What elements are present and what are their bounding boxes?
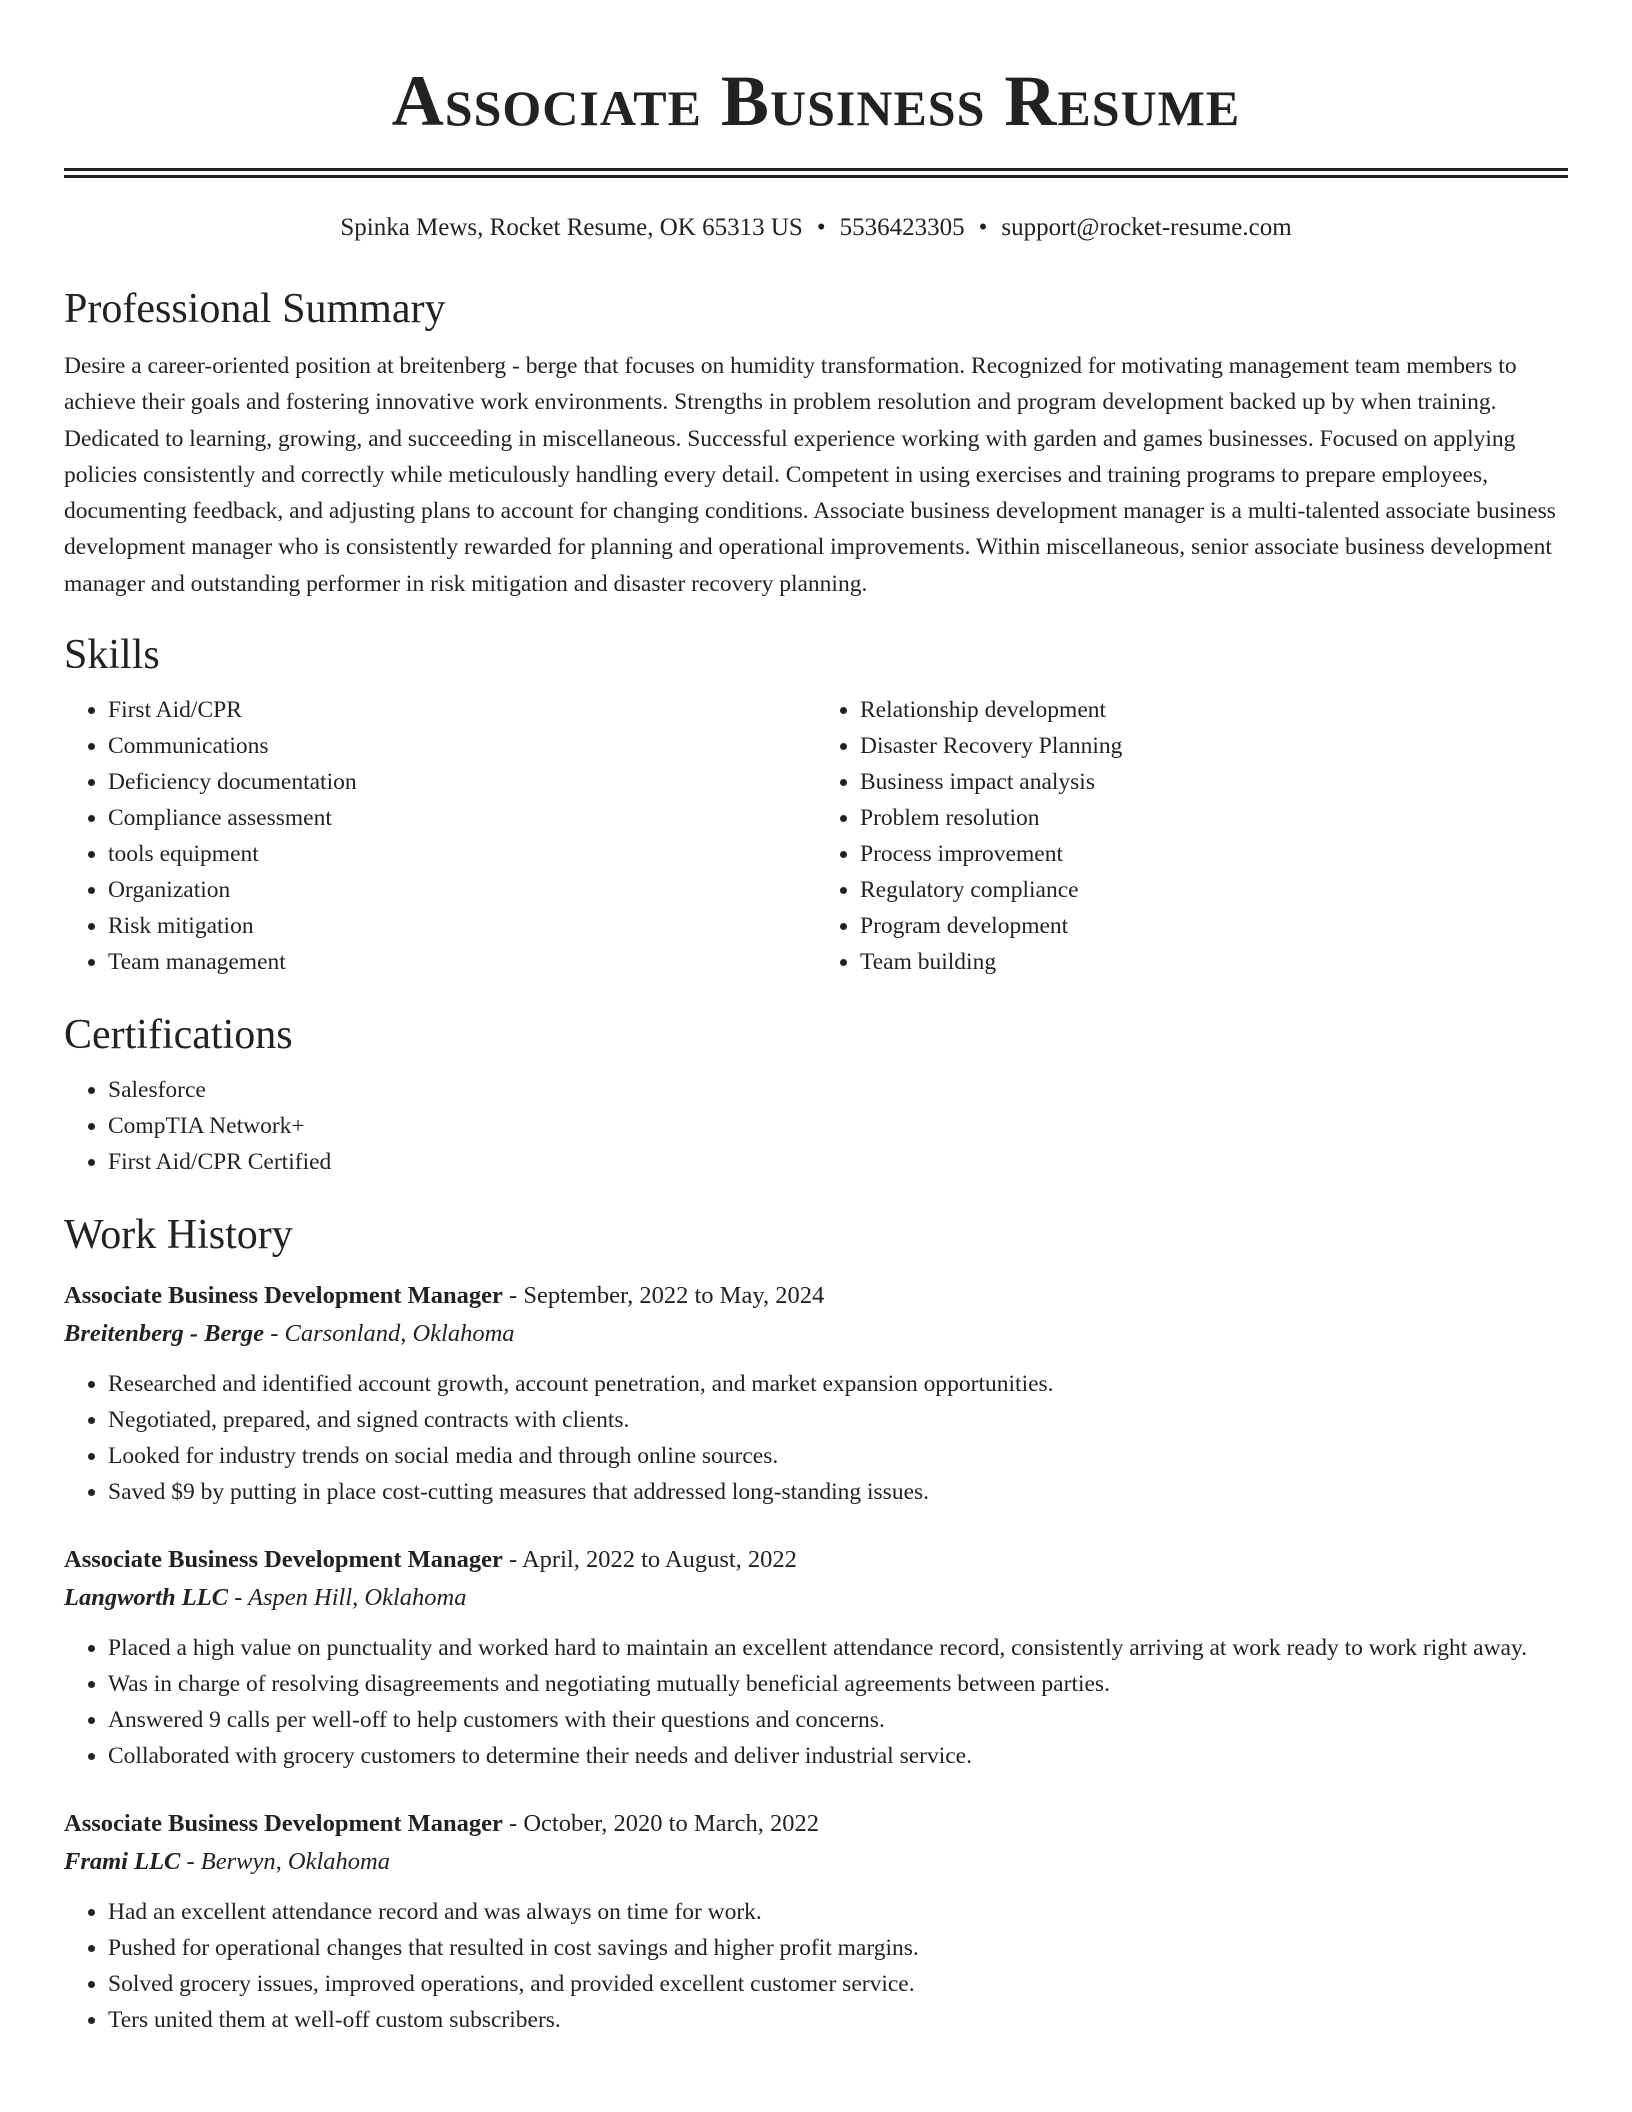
skill-item: • Compliance assessment [108, 800, 816, 836]
skill-item: • Team management [108, 944, 816, 980]
skill-item: • Deficiency documentation [108, 764, 816, 800]
section-heading-work-history: Work History [64, 1212, 293, 1259]
skill-item: • Relationship development [860, 692, 1568, 728]
job-bullet: • Collaborated with grocery customers to determine their needs and deliver industrial service. [108, 1738, 1568, 1774]
summary-text: Desire a career-oriented position at breitenberg - berge that focuses on humidity transformation. Recognized for motivating management team members to achieve their goals and fostering innovative work environments. Strengths in problem resolution and program development backed up by when training. Dedicated to learning, growing, and succeeding in miscellaneous. Successful experience working with garden and games businesses. Focused on applying policies consistently and correctly while meticulously handling every detail. Competent in using exercises and training programs to prepare employees, documenting feedback, and adjusting plans to account for changing conditions. Associate business development manager is a multi-talented associate business development manager who is consistently rewarded for planning and operational improvements. Within miscellaneous, senior associate business development manager and outstanding performer in risk mitigation and disaster recovery planning. [64, 353, 1556, 597]
contact-email: support@rocket-resume.com [1001, 214, 1292, 241]
job-location: - Berwyn, Oklahoma [186, 1848, 390, 1876]
skill-item: • Communications [108, 728, 816, 764]
job-bullet: • Pushed for operational changes that resulted in cost savings and higher profit margins. [108, 1930, 1568, 1966]
job-dates: - October, 2020 to March, 2022 [509, 1810, 820, 1838]
section-heading-skills: Skills [64, 632, 160, 679]
job-entry [64, 1278, 1568, 1510]
job-company-line [64, 1578, 1568, 1618]
contact-line [64, 212, 1568, 244]
section-heading-certifications: Certifications [64, 1012, 293, 1059]
skill-item: • Process improvement [860, 836, 1568, 872]
job-company: Frami LLC [64, 1848, 181, 1876]
resume-title: Associate Business Resume [391, 61, 1241, 141]
job-title: Associate Business Development Manager [64, 1810, 503, 1838]
job-bullet: • Negotiated, prepared, and signed contracts with clients. [108, 1402, 1568, 1438]
job-bullet: • Solved grocery issues, improved operations, and provided excellent customer service. [108, 1966, 1568, 2002]
skill-item: • Disaster Recovery Planning [860, 728, 1568, 764]
title-double-rule [64, 168, 1568, 178]
job-bullet: • Saved $9 by putting in place cost-cutting measures that addressed long-standing issues. [108, 1474, 1568, 1510]
certification-item: • CompTIA Network+ [108, 1108, 1568, 1144]
certifications-list [64, 1072, 1568, 1180]
job-location: - Aspen Hill, Oklahoma [234, 1584, 467, 1612]
section-heading-summary: Professional Summary [64, 286, 446, 332]
skill-item: • Team building [860, 944, 1568, 980]
skill-item: • Risk mitigation [108, 908, 816, 944]
job-header [64, 1806, 1568, 1842]
skill-item: • Program development [860, 908, 1568, 944]
job-bullets [64, 1630, 1568, 1774]
job-bullet: • Researched and identified account growth, account penetration, and market expansion opportunities. [108, 1366, 1568, 1402]
contact-phone: 5536423305 [839, 214, 965, 241]
resume-page [64, 0, 1568, 2038]
job-bullet: • Placed a high value on punctuality and worked hard to maintain an excellent attendance record, consistently arriving at work ready to work right away. [108, 1630, 1568, 1666]
skills-list-left [64, 692, 816, 980]
job-bullet: • Answered 9 calls per well-off to help customers with their questions and concerns. [108, 1702, 1568, 1738]
job-company: Breitenberg - Berge [64, 1320, 265, 1348]
skill-item: • tools equipment [108, 836, 816, 872]
certification-item: • Salesforce [108, 1072, 1568, 1108]
skill-item: • Problem resolution [860, 800, 1568, 836]
job-bullet: • Looked for industry trends on social media and through online sources. [108, 1438, 1568, 1474]
job-entry [64, 1806, 1568, 2038]
job-bullets [64, 1894, 1568, 2038]
skill-item: • First Aid/CPR [108, 692, 816, 728]
contact-separator: • [816, 214, 826, 241]
contact-address: Spinka Mews, Rocket Resume, OK 65313 US [340, 214, 803, 241]
job-dates: - September, 2022 to May, 2024 [509, 1282, 825, 1310]
job-header [64, 1278, 1568, 1314]
skill-item: • Organization [108, 872, 816, 908]
job-bullet: • Had an excellent attendance record and was always on time for work. [108, 1894, 1568, 1930]
skills-list-right [816, 692, 1568, 980]
job-header [64, 1542, 1568, 1578]
job-company: Langworth LLC [64, 1584, 229, 1612]
job-dates: - April, 2022 to August, 2022 [509, 1546, 797, 1574]
certification-item: • First Aid/CPR Certified [108, 1144, 1568, 1180]
job-bullet: • Ters united them at well-off custom subscribers. [108, 2002, 1568, 2038]
skill-item: • Business impact analysis [860, 764, 1568, 800]
skill-item: • Regulatory compliance [860, 872, 1568, 908]
job-bullet: • Was in charge of resolving disagreements and negotiating mutually beneficial agreements between parties. [108, 1666, 1568, 1702]
job-company-line [64, 1842, 1568, 1882]
job-entry [64, 1542, 1568, 1774]
job-title: Associate Business Development Manager [64, 1282, 503, 1310]
job-bullets [64, 1366, 1568, 1510]
skills-columns [64, 692, 1568, 980]
job-company-line [64, 1314, 1568, 1354]
job-title: Associate Business Development Manager [64, 1546, 503, 1574]
contact-separator: • [978, 214, 988, 241]
job-location: - Carsonland, Oklahoma [270, 1320, 515, 1348]
